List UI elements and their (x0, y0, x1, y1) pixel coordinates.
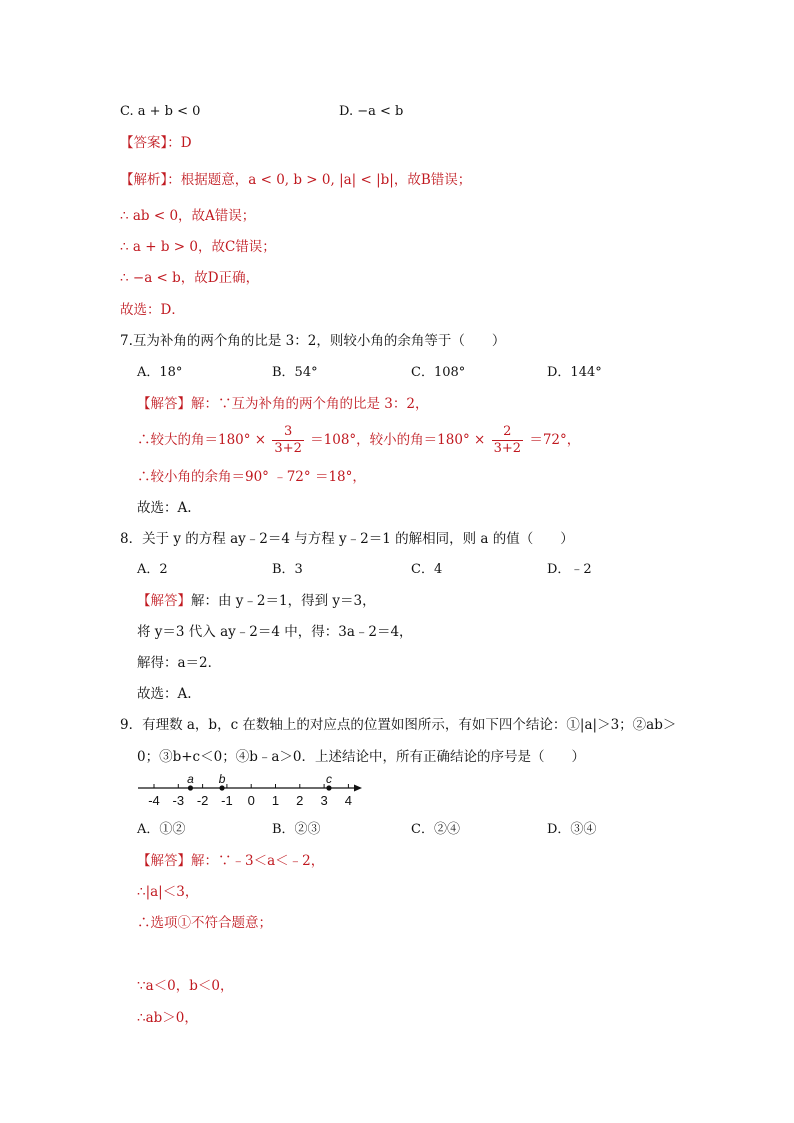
q6-answer (120, 133, 192, 153)
q6-step-2: ∴ a + b > 0，故C错误； (120, 239, 276, 255)
solution-label: 【解答】 (137, 853, 191, 869)
point-label-a: a (187, 772, 194, 786)
q7-option-c: C．108° (411, 365, 466, 380)
q7-stem: 7.互为补角的两个角的比是 3：2，则较小角的余角等于（ ） (120, 333, 506, 349)
q7-solution-line-1 (137, 394, 428, 414)
axis-arrow-icon (354, 785, 362, 792)
q9-solution-line-2: ∴|a|＜3， (137, 884, 199, 900)
q9-option-c: C．②④ (411, 822, 460, 837)
q9-solution-line-3: ∴选项①不符合题意； (137, 915, 272, 931)
q7-solution-line-3: ∴较小角的余角＝90° ﹣72° ＝18°， (137, 469, 366, 485)
tick-label: -4 (148, 793, 160, 808)
tick-label: 4 (344, 793, 353, 808)
q9-solution-line-1 (137, 851, 324, 871)
q6-analysis (120, 170, 471, 190)
q9-option-d: D．③④ (547, 822, 597, 837)
fraction-2-over-5: $\frac{2}{3+2}$ (493, 424, 522, 456)
solution-label: 【解答】 (137, 396, 191, 412)
number-line-figure (130, 771, 370, 811)
q9-solution-line-4: ∵a＜0，b＜0， (137, 978, 234, 994)
point-label-c: c (325, 772, 332, 786)
q8-solution-line-3: 解得：a＝2． (137, 655, 222, 671)
result-text: ＝72°， (529, 432, 581, 448)
q8-solution-line-1 (137, 591, 376, 611)
q7-option-a: A．18° (137, 365, 183, 380)
q9-solution-line-5: ∴ab＞0， (137, 1010, 198, 1026)
point-b (219, 785, 224, 790)
q6-step-1: ∴ ab < 0，故A错误； (120, 208, 256, 224)
tick-label: -1 (221, 793, 233, 808)
q8-option-c: C．4 (411, 562, 443, 577)
q9-stem-line-2: 0；③b+c＜0；④b﹣a＞0．上述结论中，所有正确结论的序号是（ ） (137, 749, 585, 765)
solution-text: 解：∵﹣3＜a＜﹣2， (191, 853, 325, 869)
q8-option-a: A．2 (137, 562, 168, 577)
tick-label: -3 (172, 793, 185, 808)
q6-option-c: C. a + b < 0 (120, 104, 201, 119)
q9-option-a: A．①② (137, 822, 186, 837)
analysis-text: ：根据题意，a < 0, b > 0, |a| < |b|，故B错误； (167, 172, 472, 188)
solution-label: 【解答】 (137, 593, 191, 609)
tick-label: -2 (196, 793, 209, 808)
q7-solution-line-2 (137, 423, 580, 457)
tick-label: 1 (271, 793, 280, 808)
larger-angle-text: ∴较大的角＝180° × (137, 432, 267, 448)
tick-label: 2 (296, 793, 304, 808)
solution-text: 解：∵互为补角的两个角的比是 3：2， (191, 396, 429, 412)
q6-option-d: D. −a < b (339, 104, 404, 119)
q6-step-3: ∴ −a < b，故D正确， (120, 270, 260, 286)
q7-conclusion: 故选：A. (137, 500, 192, 516)
tick-label: 0 (247, 793, 255, 808)
answer-label: 【答案】 (120, 135, 168, 151)
point-label-b: b (218, 772, 226, 786)
q8-option-d: D．﹣2 (547, 562, 592, 577)
q8-conclusion: 故选：A. (137, 686, 192, 702)
point-a (188, 785, 193, 790)
point-c (326, 785, 331, 790)
q8-option-b: B．3 (272, 562, 303, 577)
smaller-angle-text: ＝108°，较小的角＝180° × (310, 432, 486, 448)
q9-option-b: B．②③ (272, 822, 321, 837)
q6-conclusion: 故选：D． (120, 302, 185, 318)
q8-solution-line-2: 将 y＝3 代入 ay﹣2＝4 中，得：3a﹣2＝4， (137, 624, 413, 640)
q9-stem-line-1: 9．有理数 a，b，c 在数轴上的对应点的位置如图所示，有如下四个结论：①|a|＞3；②ab＞ (120, 717, 677, 733)
solution-text: 解：由 y﹣2＝1，得到 y＝3， (191, 593, 376, 609)
q7-option-b: B．54° (272, 365, 318, 380)
fraction-3-over-5: $\frac{3}{3+2}$ (274, 424, 302, 456)
analysis-label: 【解析】 (120, 172, 168, 188)
tick-label: 3 (320, 793, 328, 808)
q7-option-d: D．144° (547, 365, 602, 380)
answer-value: ：D (167, 135, 192, 151)
q8-stem: 8．关于 y 的方程 ay﹣2＝4 与方程 y﹣2＝1 的解相同，则 a 的值（ ） (120, 531, 574, 547)
